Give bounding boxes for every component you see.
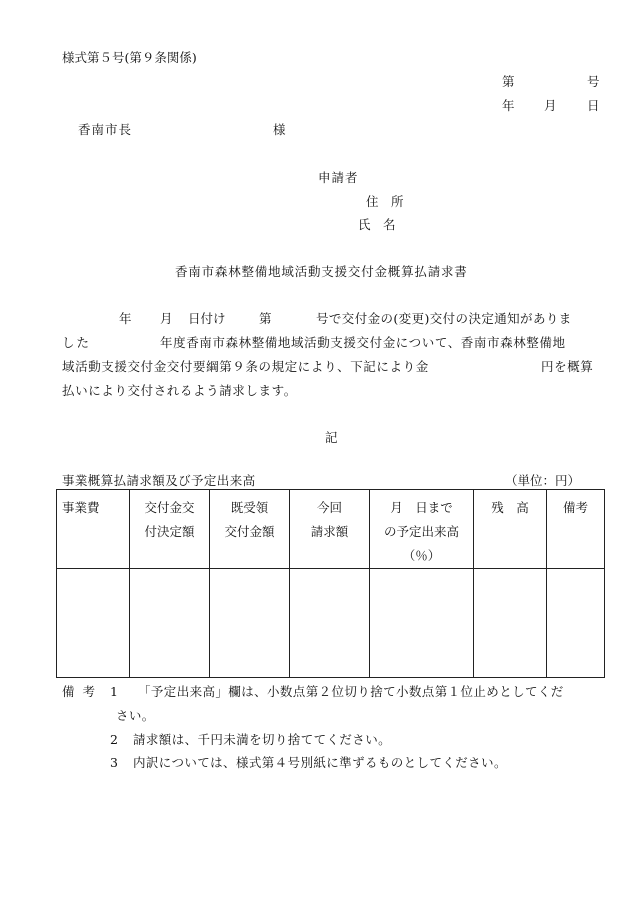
- body-line-2-start: した: [62, 335, 92, 350]
- doc-number-suffix: 号: [587, 74, 600, 89]
- note-1-number: 1: [110, 684, 118, 699]
- header-project-cost: 事業費: [57, 490, 130, 569]
- body-line-1-rest: 号で交付金の(変更)交付の決定通知がありま: [316, 311, 572, 326]
- ki-label: 記: [325, 430, 338, 445]
- doc-number-prefix: 第: [502, 74, 515, 89]
- note-1-line-2: さい。: [116, 708, 155, 723]
- cell-decided-amount[interactable]: [130, 569, 210, 678]
- body-line-2-rest: 年度香南市森林整備地域活動支援交付金について、香南市森林整備地: [160, 335, 566, 350]
- header-balance: 残 高: [474, 490, 547, 569]
- header-received-amount: 既受領 交付金額: [210, 490, 290, 569]
- cell-project-cost[interactable]: [57, 569, 130, 678]
- note-2-number: 2: [110, 732, 118, 747]
- cell-balance[interactable]: [474, 569, 547, 678]
- note-3-text: 内訳については、様式第４号別紙に準ずるものとしてください。: [133, 755, 507, 770]
- cell-expected-progress[interactable]: [370, 569, 474, 678]
- applicant-name-label: 氏 名: [358, 217, 396, 232]
- date-month: 月: [544, 98, 557, 113]
- request-table: [56, 489, 605, 678]
- note-1-line-1: 「予定出来高」欄は、小数点第２位切り捨て小数点第１位止めとしてくだ: [138, 684, 564, 699]
- header-decided-amount: 交付金交 付決定額: [130, 490, 210, 569]
- cell-received-amount[interactable]: [210, 569, 290, 678]
- body-line-1-dai: 第: [259, 311, 272, 326]
- body-line-3-start: 域活動支援交付金交付要綱第９条の規定により、下記により金: [62, 359, 429, 374]
- note-3-number: 3: [110, 755, 118, 770]
- form-number: 様式第５号(第９条関係): [62, 50, 197, 65]
- note-2-text: 請求額は、千円未満を切り捨ててください。: [133, 732, 392, 747]
- body-line-1-dated: 日付け: [188, 311, 226, 326]
- page-title: 香南市森林整備地域活動支援交付金概算払請求書: [175, 264, 468, 279]
- date-day: 日: [587, 98, 600, 113]
- body-line-4: 払いにより交付されるよう請求します。: [62, 383, 297, 398]
- cell-current-request[interactable]: [290, 569, 370, 678]
- header-expected-progress: 月 日まで の予定出来高 （％）: [370, 490, 474, 569]
- applicant-address-label: 住 所: [366, 194, 404, 209]
- body-line-3-end: 円を概算: [541, 359, 594, 374]
- table-caption: 事業概算払請求額及び予定出来高: [62, 473, 256, 488]
- addressee: 香南市長: [78, 122, 133, 137]
- notes-label: 備 考: [62, 684, 97, 699]
- unit-note: （単位：円）: [505, 473, 581, 488]
- header-current-request: 今回 請求額: [290, 490, 370, 569]
- date-year: 年: [502, 98, 515, 113]
- applicant-label: 申請者: [318, 170, 359, 185]
- cell-remarks[interactable]: [547, 569, 605, 678]
- header-remarks: 備考: [547, 490, 605, 569]
- addressee-honorific: 様: [273, 122, 286, 137]
- body-line-1-year: 年: [119, 311, 132, 326]
- body-line-1-month: 月: [160, 311, 173, 326]
